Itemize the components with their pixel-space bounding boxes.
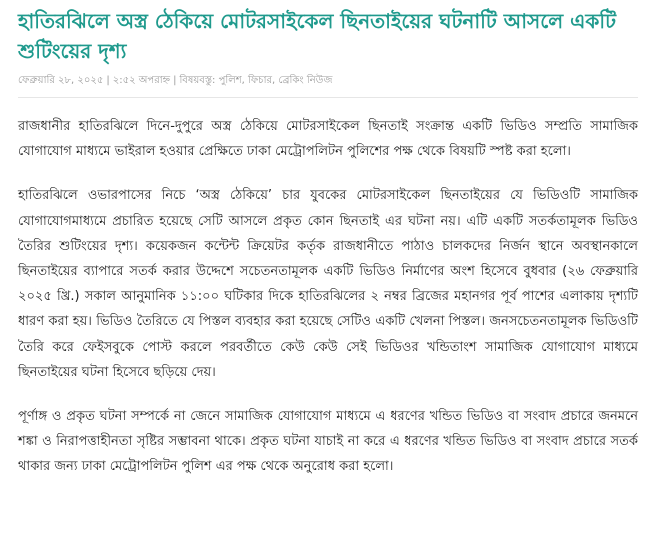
meta-separator: | [173,75,177,86]
article-date: ফেব্রুয়ারি ২৮, ২০২৫ [18,75,104,86]
category-comma: , [241,75,245,86]
article-time: ২:৫২ অপরাহ্ন [112,75,171,86]
article-body [18,114,638,480]
article-title: হাতিরঝিলে অস্ত্র ঠেকিয়ে মোটরসাইকেল ছিনতাইয়ের ঘটনাটি আসলে একটি শুটিংয়ের দৃশ্য [18,9,616,63]
article-paragraph: পূর্ণাঙ্গ ও প্রকৃত ঘটনা সম্পর্কে না জেনে সামাজিক যোগাযোগ মাধ্যমে এ ধরণের খন্ডিত ভিডিও বা সংবাদ প্রচারে জনমনে শঙ্কা ও নিরাপত্তাহীনতা সৃষ্টির সম্ভাবনা থাকে। প্রকৃত ঘটনা যাচাই না করে এ ধরণের খন্ডিত ভিডিও বা সংবাদ প্রচারে সতর্ক থাকার জন্য ঢাকা মেট্রোপলিটন পুলিশ এর পক্ষ থেকে অনুরোধ করা হলো। [18,409,638,475]
article-paragraph: হাতিরঝিলে ওভারপাসের নিচে ‘অস্ত্র ঠেকিয়ে’ চার যুবকের মোটরসাইকেল ছিনতাইয়ের যে ভিডিওটি সামাজিক যোগাযোগমাধ্যমে প্রচারিত হয়েছে সেটি আসলে প্রকৃত কোন ছিনতাই এর ঘটনা নয়। এটি একটি সতর্কতামূলক ভিডিও তৈরির শুটিংয়ের দৃশ্য। কয়েকজন কন্টেন্ট ক্রিয়েটর কর্তৃক রাজধানীতে পাঠাও চালকদের নির্জন স্থানে অবস্থানকালে ছিনতাইয়ের ব্যাপারে সতর্ক করার উদ্দেশে সচেতনতামূলক একটি ভিডিও নির্মাণের অংশ হিসেবে বুধবার (২৬ ফেব্রুয়ারি ২০২৫ খ্রি.) সকাল আনুমানিক ১১:০০ ঘটিকার দিকে হাতিরঝিলের ২ নম্বর ব্রিজের মহানগর পূর্ব পাশের এলাকায় দৃশ্যটি ধারণ করা হয়। ভিডিও তৈরিতে যে পিস্তল ব্যবহার করা হয়েছে সেটিও একটি খেলনা পিস্তল। জনসচেতনতামূলক ভিডিওটি তৈরি করে ফেইসবুকে পোস্ট করলে পরবর্তীতে কেউ কেউ সেই ভিডিওর খন্ডিতাংশ সামাজিক যোগাযোগ মাধ্যমে ছিনতাইয়ের ঘটনা হিসেবে ছড়িয়ে দেয়। [18,188,638,380]
article-paragraph: রাজধানীর হাতিরঝিলে দিনে-দুপুরে অস্ত্র ঠেকিয়ে মোটরসাইকেল ছিনতাই সংক্রান্ত একটি ভিডিও সম্প্রতি সামাজিক যোগাযোগ মাধ্যমে ভাইরাল হওয়ার প্রেক্ষিতে ঢাকা মেট্রোপলিটন পুলিশের পক্ষ থেকে বিষয়টি স্পষ্ট করা হলো। [18,119,638,160]
category-link-police[interactable]: পুলিশ [218,75,242,86]
article-meta [18,73,638,89]
category-label: বিষয়বস্তু: [179,75,216,86]
meta-separator: | [106,75,110,86]
category-link-feature[interactable]: ফিচার [248,75,272,86]
category-comma: , [271,75,276,86]
meta-divider [18,97,638,98]
category-link-breaking-news[interactable]: ব্রেকিং নিউজ [278,75,333,86]
